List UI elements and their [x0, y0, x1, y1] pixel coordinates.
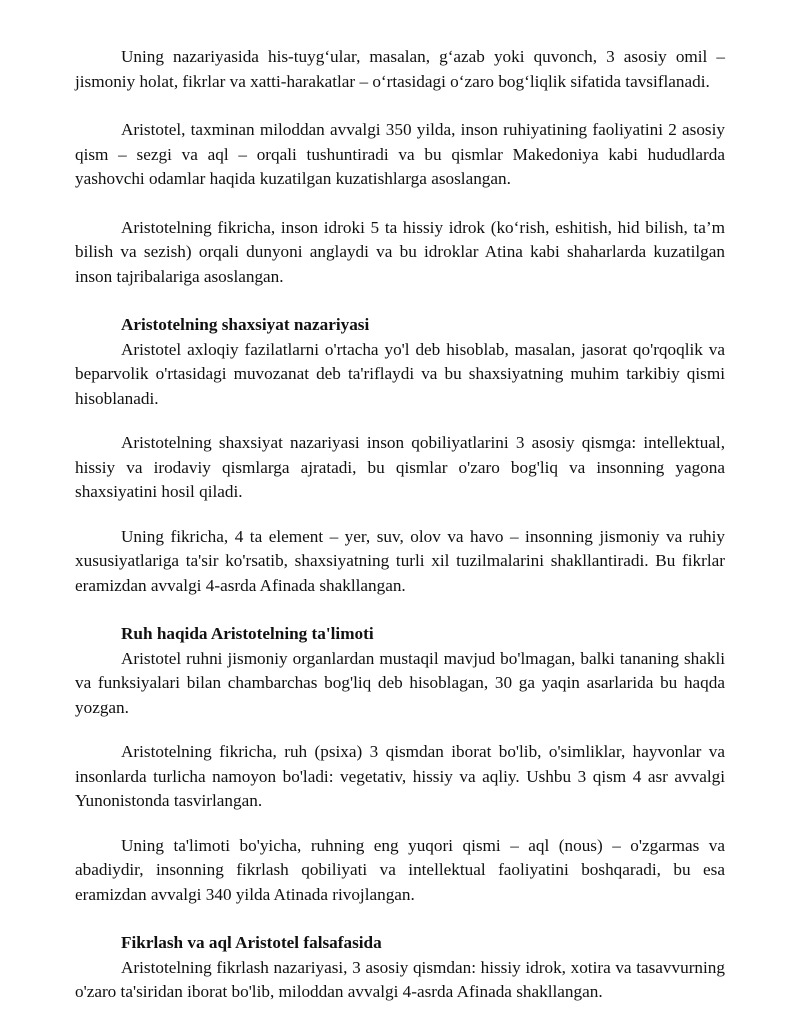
paragraph-nous: Uning ta'limoti bo'yicha, ruhning eng yuqori qismi – aql (nous) – o'zgarmas va abadiydir, insonning fikrlash qobiliyati va intellektual faoliyatini boshqaradi, bu esa eramizdan avvalgi 340 yilda Atinada rivojlangan. [75, 835, 725, 904]
paragraph-moral-virtues: Aristotel axloqiy fazilatlarni o'rtacha yo'l deb hisoblab, masalan, jasorat qo'rqoqlik va beparvolik o'rtasidagi muvozanat deb ta'riflaydi va bu shaxsiyatning muhim tarkibiy qismi hisoblanadi. [75, 339, 725, 408]
heading-personality-theory: Aristotelning shaxsiyat nazariyasi [121, 315, 370, 334]
paragraph-emotions: Uning nazariyasida his-tuyg‘ular, masalan, g‘azab yoki quvonch, 3 asosiy omil – jismoniy holat, fikrlar va xatti-harakatlar – o‘rtasidagi o‘zaro bog‘liqlik sifatida tavsiflanadi. [75, 47, 725, 91]
heading-soul-doctrine: Ruh haqida Aristotelning ta'limoti [121, 624, 374, 643]
paragraph-five-senses: Aristotelning fikricha, inson idroki 5 ta hissiy idrok (ko‘rish, eshitish, hid bilish, ta’m bilish va sezish) orqali dunyoni anglaydi va bu idroklar Atina kabi shaharlarda kuzatilgan inson tajribalariga asoslangan. [75, 217, 725, 286]
document-page [75, 45, 725, 1005]
paragraph-abilities: Aristotelning shaxsiyat nazariyasi inson qobiliyatlarini 3 asosiy qismga: intellektual, hissiy va irodaviy qismlarga ajratadi, bu qismlar o'zaro bog'liq va insonning yagona shaxsiyatini hosil qiladi. [75, 433, 725, 501]
paragraph-four-elements: Uning fikricha, 4 ta element – yer, suv, olov va havo – insonning jismoniy va ruhiy xususiyatlariga ta'sir ko'rsatib, shaxsiyatning turli xil tuzilmalarini shakllantiradi. Bu fikrlar eramizdan avvalgi 4-asrda Afinada shakllangan. [75, 526, 725, 595]
paragraph-thinking-theory: Aristotelning fikrlash nazariyasi, 3 asosiy qismdan: hissiy idrok, xotira va tasavvurning o'zaro ta'siridan iborat bo'lib, miloddan avvalgi 4-asrda Afinada shakllangan. [75, 957, 725, 1001]
paragraph-sense-and-reason: Aristotel, taxminan miloddan avvalgi 350 yilda, inson ruhiyatining faoliyatini 2 asosiy qism – sezgi va aql – orqali tushuntiradi va bu qismlar Makedoniya kabi hududlarda yashovchi odamlar haqida kuzatilgan kuzatishlarga asoslangan. [75, 120, 725, 188]
paragraph-soul-body: Aristotel ruhni jismoniy organlardan mustaqil mavjud bo'lmagan, balki tananing shakli va funksiyalari bilan chambarchas bog'liq deb hisoblagan, 30 ga yaqin asarlarida bu haqda yozgan. [75, 648, 725, 717]
paragraph-soul-parts: Aristotelning fikricha, ruh (psixa) 3 qismdan iborat bo'lib, o'simliklar, hayvonlar va insonlarda turlicha namoyon bo'ladi: vegetativ, hissiy va aqliy. Ushbu 3 qism 4 asr avvalgi Yunonistonda tasvirlangan. [75, 742, 725, 810]
heading-thinking-and-reason: Fikrlash va aql Aristotel falsafasida [121, 933, 382, 952]
